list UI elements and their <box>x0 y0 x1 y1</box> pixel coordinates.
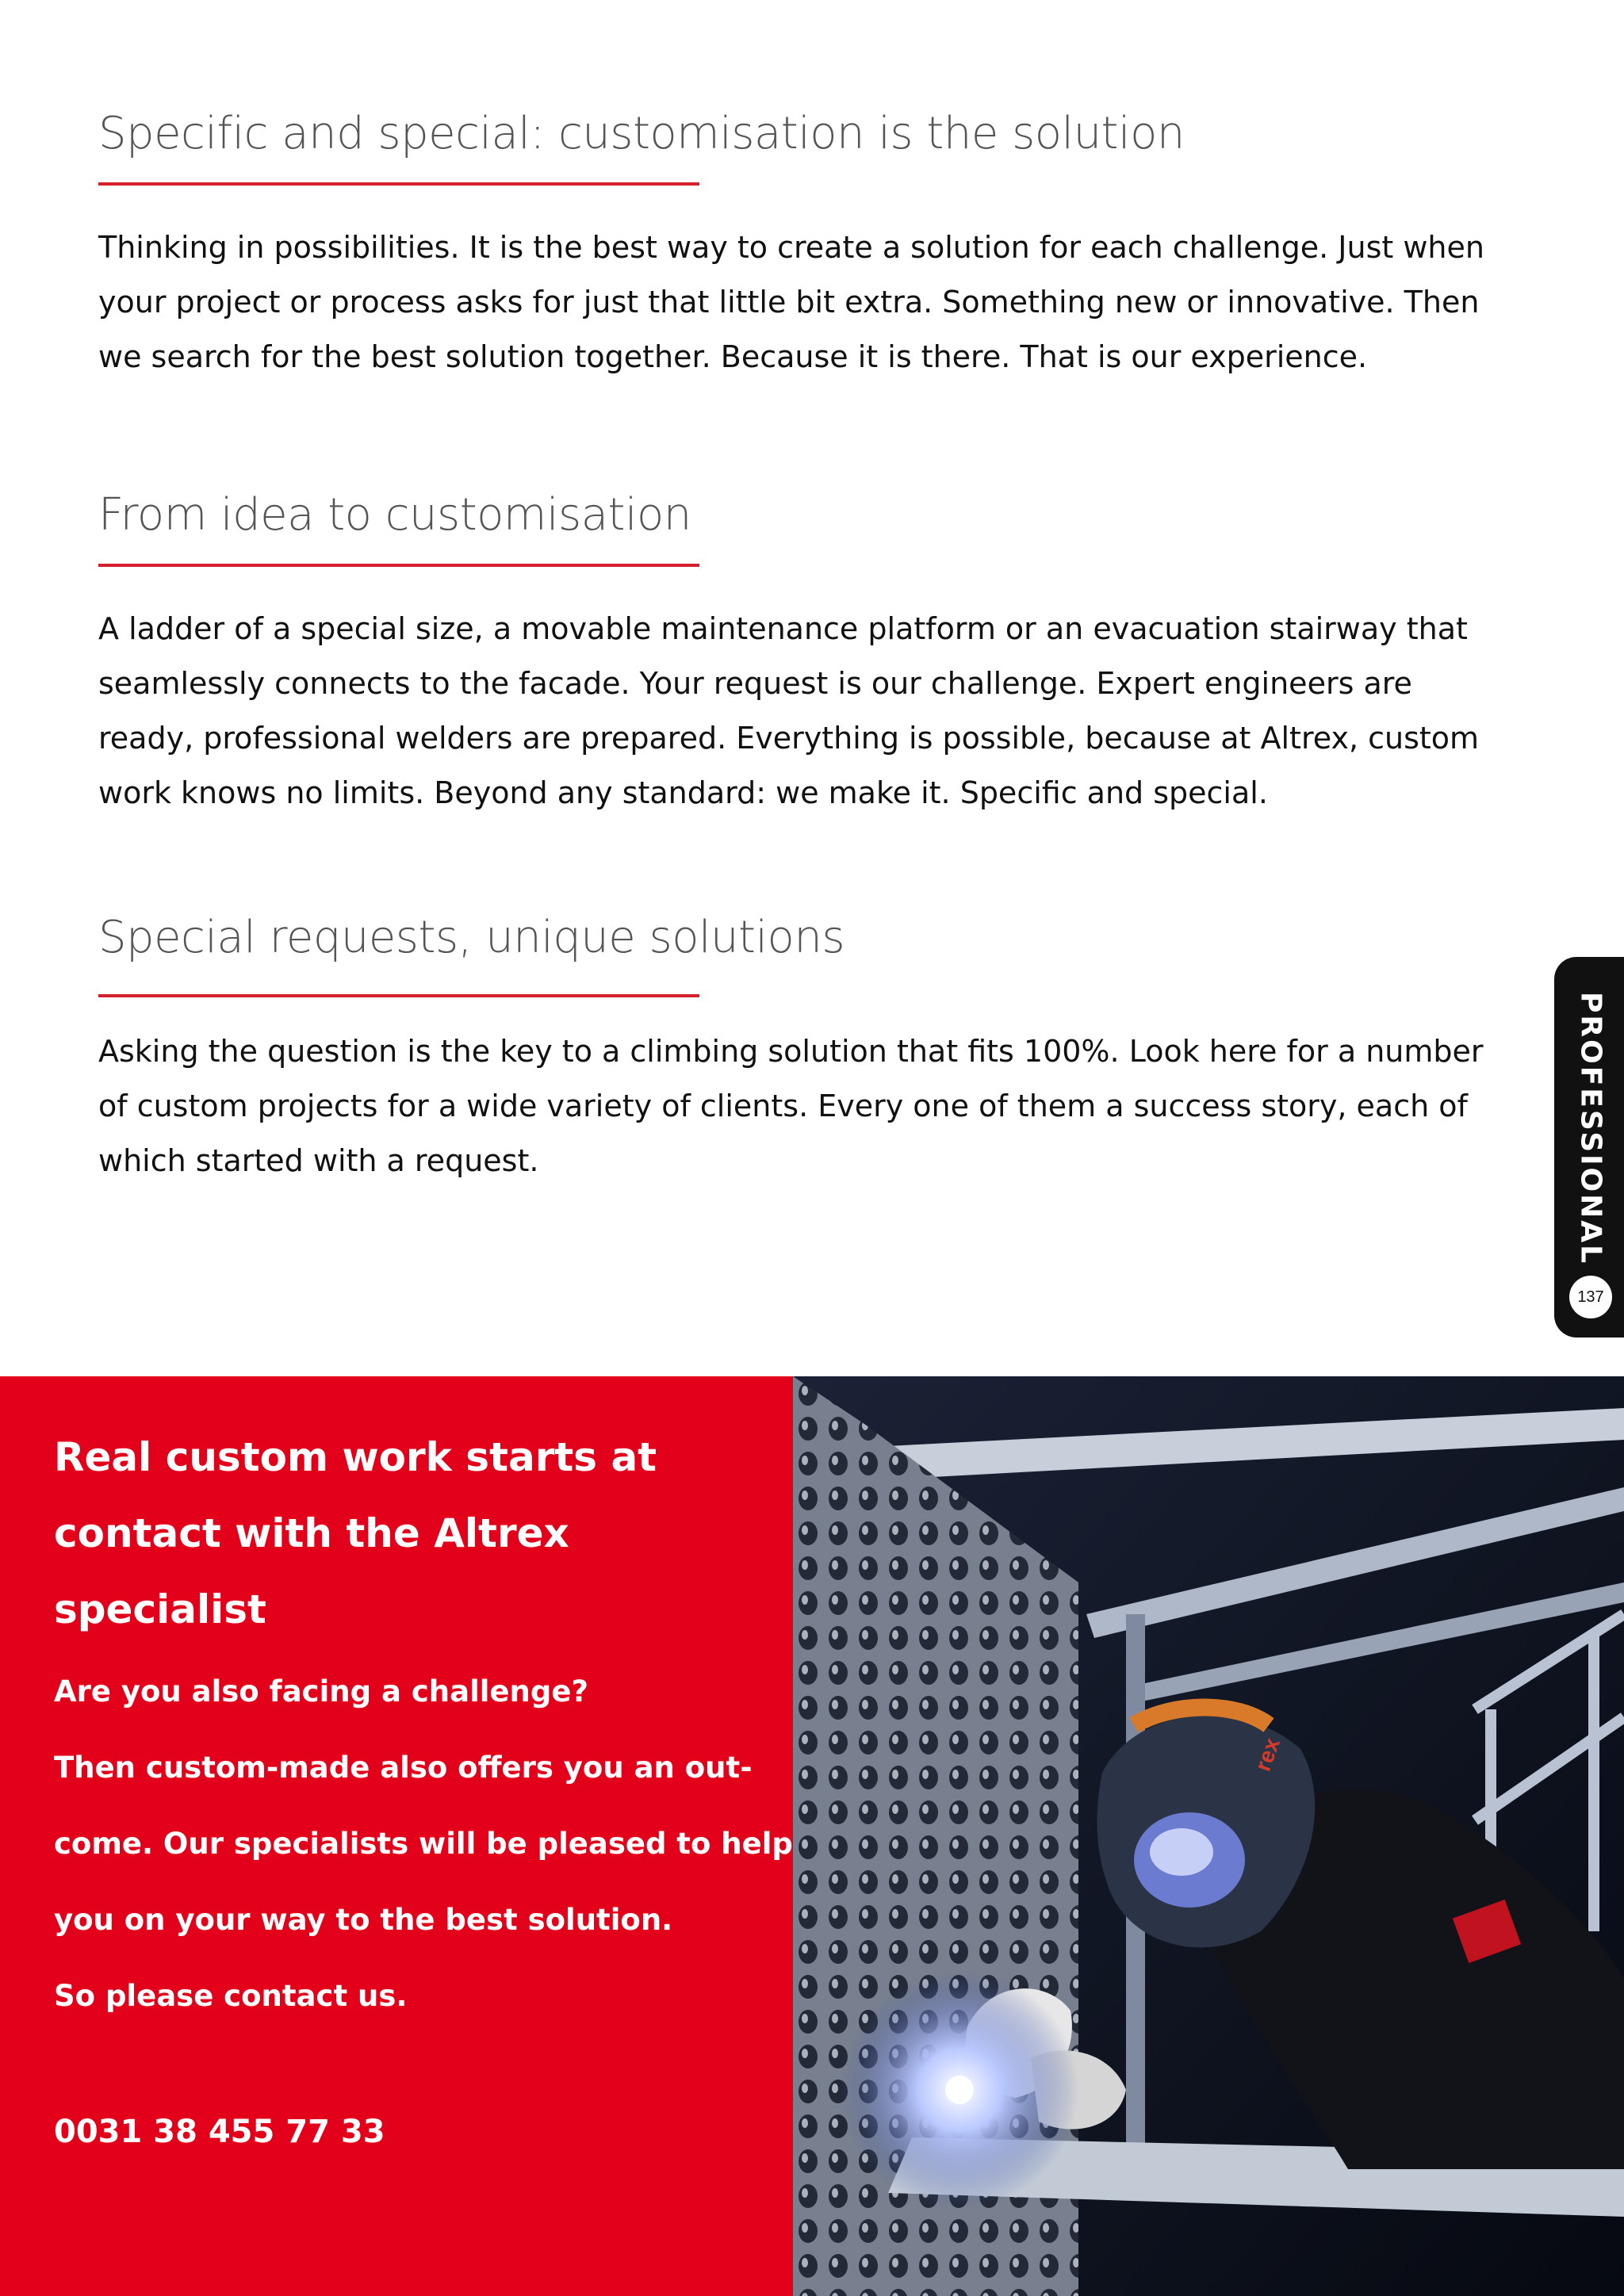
phone-number[interactable]: 0031 38 455 77 33 <box>54 2114 385 2150</box>
heading-underline <box>98 994 699 997</box>
section-body: A ladder of a special size, a movable maintenance platform or an evacuation stairway that seamlessly connects to the facade. Your request is our challenge. Expert engineers are ready, professional welders are prepared. Everything is possible, because at Altrex, custom work knows no limits. Beyond any standard: we make it. Specific and special. <box>98 611 1480 810</box>
contact-panel <box>0 1376 793 2296</box>
section-body: Thinking in possibilities. It is the best way to create a solution for each challenge. Just when your project or process asks for just that little bit extra. Something new or innovative. Then we search for the best solution together. Because it is there. That is our experience. <box>98 230 1484 374</box>
contact-text <box>54 1654 793 2034</box>
side-tab-label: PROFESSIONAL <box>1574 992 1607 1266</box>
page-number-badge: 137 <box>1569 1276 1612 1318</box>
contact-line: So please contact us. <box>54 1979 408 2013</box>
welder-photo <box>793 1376 1624 2296</box>
section-idea-to-customisation <box>98 489 1510 822</box>
section-heading: Special requests, unique solutions <box>98 912 845 963</box>
section-heading: Specific and special: customisation is the solution <box>98 108 1185 159</box>
professional-side-tab[interactable] <box>1554 957 1624 1337</box>
contact-title: Real custom work starts at contact with the Altrex specialist <box>54 1434 657 1632</box>
contact-line: Then custom-made also offers you an out- <box>54 1751 753 1785</box>
section-customisation-solution <box>98 108 1510 393</box>
contact-line: you on your way to the best solution. <box>54 1903 673 1937</box>
contact-line: come. Our specialists will be pleased to help <box>54 1827 793 1861</box>
section-special-requests <box>98 912 1510 1197</box>
welder-photo-illustration <box>793 1376 1624 2296</box>
heading-underline <box>98 182 699 186</box>
section-heading: From idea to customisation <box>98 489 691 541</box>
sleeve-logo-text: rex <box>1250 1734 1285 1775</box>
contact-line: Are you also facing a challenge? <box>54 1674 588 1709</box>
heading-underline <box>98 564 699 567</box>
section-body: Asking the question is the key to a climbing solution that fits 100%. Look here for a number of custom projects for a wide variety of clients. Every one of them a success story, each of which started with a request. <box>98 1034 1484 1178</box>
